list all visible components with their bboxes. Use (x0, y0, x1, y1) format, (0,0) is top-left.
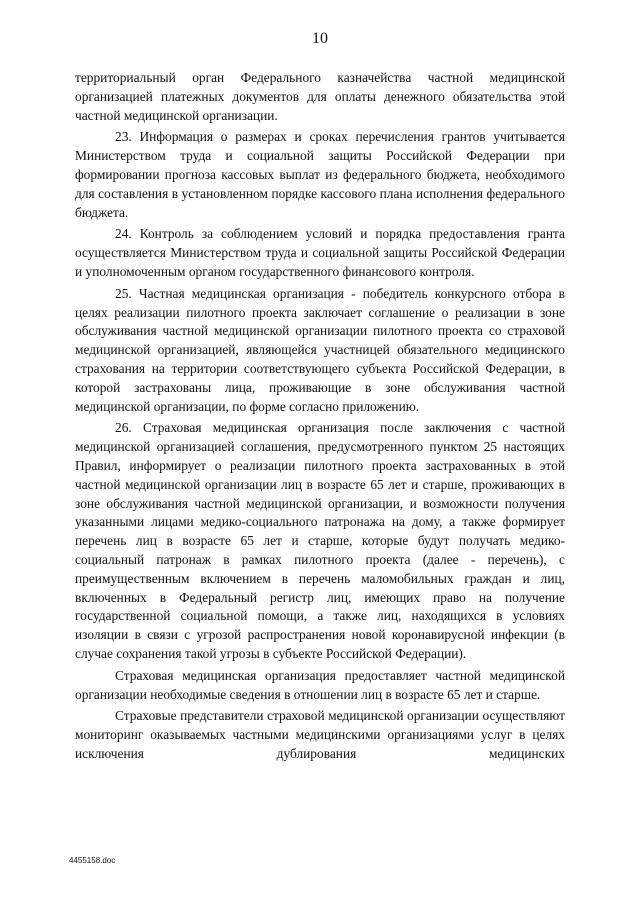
paragraph-26-monitoring: Страховые представители страховой медицинской организации осуществляют мониторинг оказываемых частными медицинскими организациями услуг в целях исключения дублирования медицинских (75, 708, 565, 761)
page-number: 10 (312, 30, 328, 47)
document-body (75, 69, 565, 764)
paragraph-continuation: территориальный орган Федерального казначейства частной медицинской организацией платежных документов для оплаты денежного обязательства этой частной медицинской организации. (75, 70, 565, 123)
paragraph-26-insurer-data: Страховая медицинская организация предоставляет частной медицинской организации необходимые сведения в отношении лиц в возрасте 65 лет и старше. (75, 667, 565, 702)
paragraph-24: 24. Контроль за соблюдением условий и порядка предоставления гранта осуществляется Министерством труда и социальной защиты Российской Федерации и уполномоченным органом государственного финансового контроля. (75, 226, 565, 279)
paragraph-25: 25. Частная медицинская организация - победитель конкурсного отбора в целях реализации пилотного проекта заключает соглашение о реализации в зоне обслуживания частной медицинской организации пилотного проекта со страховой медицинской организацией, являющейся участницей обязательного медицинского страхования на территории соответствующего субъекта Российской Федерации, в которой застрахованы лица, проживающие в зоне обслуживания частной медицинской организации, по форме согласно приложению. (75, 285, 565, 414)
file-name-footer: 4455158.doc (69, 856, 116, 865)
paragraph-26: 26. Страховая медицинская организация после заключения с частной медицинской организацией соглашения, предусмотренного пунктом 25 настоящих Правил, информирует о реализации пилотного проекта застрахованных в этой частной медицинской организации лиц в возрасте 65 лет и старше, проживающих в зоне обслуживания частной медицинской организации, и возможности получения указанными лицами медико-социального патронажа на дому, а также формирует перечень лиц в возрасте 65 лет и старше, которые будут получать медико-социальный патронаж в рамках пилотного проекта (далее - перечень), с преимущественным включением в перечень маломобильных граждан и лиц, включенных в Федеральный регистр лиц, имеющих право на получение государственной социальной помощи, а также лиц, находящихся в условиях изоляции в связи с угрозой распространения новой коронавирусной инфекции (в случае сохранения такой угрозы в субъекте Российской Федерации). (75, 420, 565, 661)
paragraph-23: 23. Информация о размерах и сроках перечисления грантов учитывается Министерством труда и социальной защиты Российской Федерации при формировании прогноза кассовых выплат из федерального бюджета, необходимого для составления в установленном порядке кассового плана исполнения федерального бюджета. (75, 129, 565, 220)
